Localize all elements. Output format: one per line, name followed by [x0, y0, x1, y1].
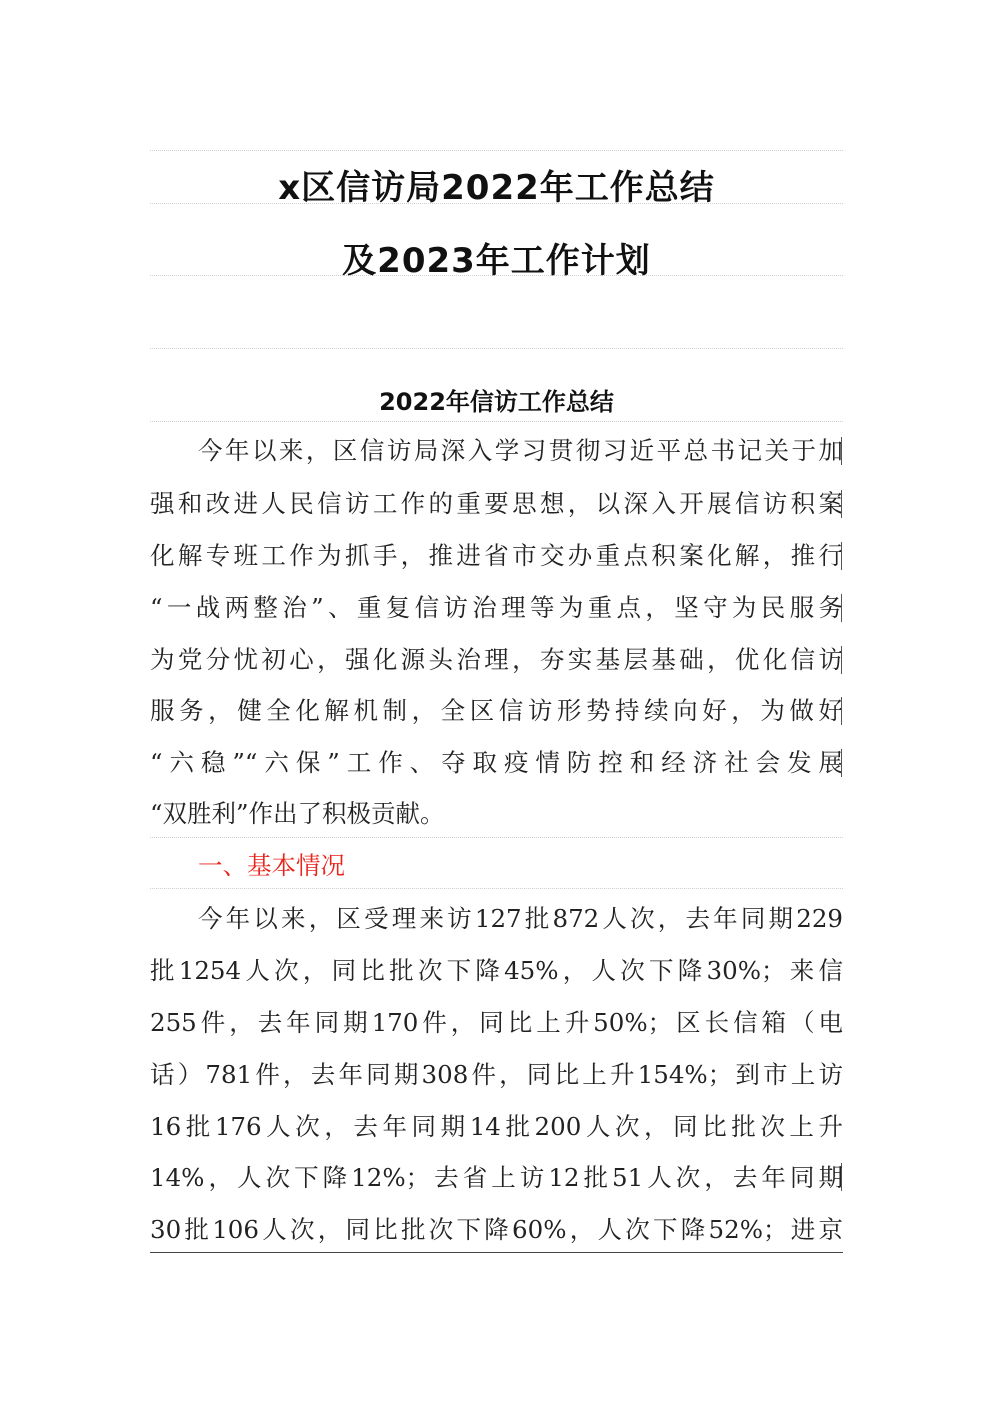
basic-line: 今年以来，区受理来访127批872人次，去年同期229: [198, 904, 843, 933]
guide-line: [150, 421, 843, 422]
line-end-marker: [841, 697, 842, 725]
guide-line: [150, 348, 843, 349]
subheading-basic-situation: 一、基本情况: [198, 851, 345, 880]
intro-line: 为党分忧初心，强化源头治理，夯实基层基础，优化信访: [150, 645, 843, 674]
line-end-marker: [841, 749, 842, 777]
guide-line: [150, 888, 843, 889]
document-title-line-2: 及2023年工作计划: [342, 241, 651, 281]
section-heading: 2022年信访工作总结: [379, 388, 614, 416]
intro-line: 服务，健全化解机制，全区信访形势持续向好，为做好: [150, 696, 843, 725]
line-end-marker: [841, 646, 842, 674]
guide-line: [150, 837, 843, 838]
basic-line: 30批106人次，同比批次下降60%，人次下降52%；进京: [150, 1215, 843, 1244]
line-end-marker: [841, 437, 842, 465]
intro-line: 强和改进人民信访工作的重要思想，以深入开展信访积案: [150, 489, 843, 518]
intro-line: “一战两整治”、重复信访治理等为重点，坚守为民服务: [150, 593, 843, 622]
intro-line: “六稳”“六保”工作、夺取疫情防控和经济社会发展: [150, 748, 843, 777]
basic-line: 批1254人次，同比批次下降45%，人次下降30%；来信: [150, 956, 843, 985]
document-title-line-1: x区信访局2022年工作总结: [278, 168, 715, 208]
intro-line: 今年以来，区信访局深入学习贯彻习近平总书记关于加: [198, 436, 843, 465]
basic-line: 255件，去年同期170件，同比上升50%；区长信箱（电: [150, 1008, 843, 1037]
basic-line: 14%，人次下降12%；去省上访12批51人次，去年同期: [150, 1163, 843, 1192]
line-end-marker: [841, 490, 842, 518]
basic-line: 话）781件，去年同期308件，同比上升154%；到市上访: [150, 1060, 843, 1089]
basic-line: 16批176人次，去年同期14批200人次，同比批次上升: [150, 1112, 843, 1141]
guide-line: [150, 1252, 843, 1253]
guide-line: [150, 150, 843, 151]
intro-line: “双胜利”作出了积极贡献。: [150, 799, 445, 828]
line-end-marker: [841, 542, 842, 570]
line-end-marker: [841, 594, 842, 622]
intro-line: 化解专班工作为抓手，推进省市交办重点积案化解，推行: [150, 541, 843, 570]
